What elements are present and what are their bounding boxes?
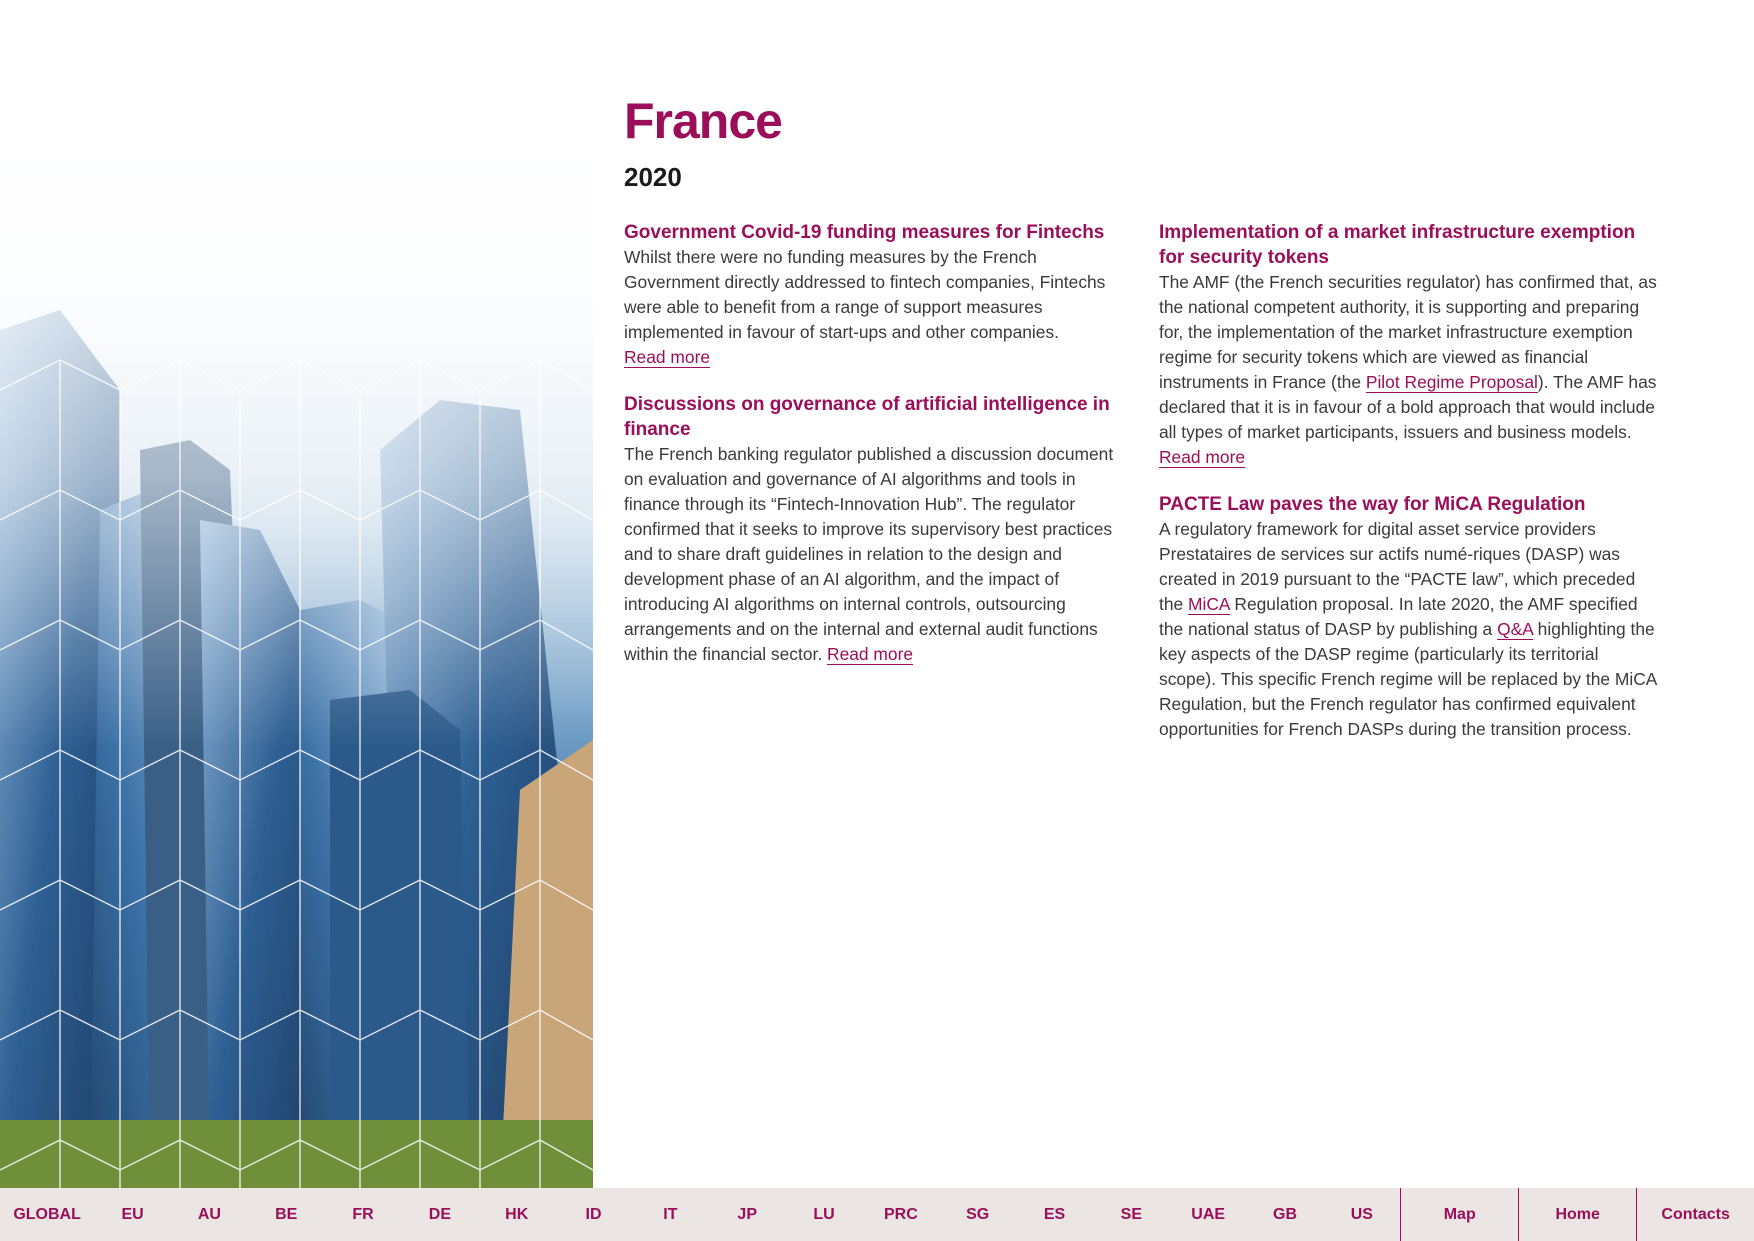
article-market-infrastructure [1159,220,1659,470]
nav-jp[interactable]: JP [737,1206,757,1223]
article-body [624,245,1134,370]
article-text: The French banking regulator published a discussion document on evaluation and governance of AI algorithms and tools in finance through its “Fintech-Innovation Hub”. The regulator confirmed that it seeks to improve its supervisory best practices and to share draft guidelines in relation to the design and development phase of an AI algorithm, and the impact of introducing AI algorithms on internal controls, outsourcing arrangements and on the internal and external audit functions within the financial sector. [624,444,1114,664]
nav-contacts[interactable]: Contacts [1661,1206,1730,1223]
article-body [624,442,1134,667]
article-heading: Discussions on governance of artificial intelligence in finance [624,394,1110,440]
article-text: Whilst there were no funding measures by the French Government directly addressed to fintech companies, Fintechs were able to benefit from a range of support measures implemented in favour of start-ups and other companies. [624,247,1106,342]
nav-es[interactable]: ES [1043,1206,1066,1223]
article-text: highlighting the key aspects of the DASP regime (particularly its territorial scope). This specific French regime will be replaced by the MiCA Regulation, but the French regulator has confirmed equivalent opportunities for French DASPs during the transition process. [1159,619,1657,739]
read-more-link[interactable]: Read more [1159,447,1246,467]
article-body [1159,270,1659,470]
article-text: The AMF (the French securities regulator) has confirmed that, as the national competent authority, it is supporting and preparing for, the implementation of the market infrastructure exemption regime for security tokens which are viewed as financial instruments in France (the [1159,272,1657,392]
page-title: France [624,93,782,149]
nav-eu[interactable]: EU [121,1206,144,1223]
nav-hk[interactable]: HK [505,1206,529,1223]
nav-se[interactable]: SE [1120,1206,1143,1223]
nav-it[interactable]: IT [663,1206,678,1223]
mica-link[interactable]: MiCA [1188,594,1230,614]
nav-prc[interactable]: PRC [883,1206,918,1223]
bottom-navigation [0,1188,1754,1241]
nav-de[interactable]: DE [428,1206,452,1223]
article-heading: Government Covid-19 funding measures for Fintechs [624,222,1105,243]
nav-lu[interactable]: LU [813,1206,835,1223]
read-more-link[interactable]: Read more [827,644,914,664]
nav-us[interactable]: US [1350,1206,1373,1223]
left-column [624,220,1134,689]
nav-fr[interactable]: FR [352,1206,374,1223]
read-more-link[interactable]: Read more [624,347,711,367]
skyscraper-illustration [0,90,593,1188]
nav-global[interactable]: GLOBAL [13,1206,81,1223]
nav-map[interactable]: Map [1443,1206,1476,1223]
nav-uae[interactable]: UAE [1191,1206,1226,1223]
article-text: A regulatory framework for digital asset service providers Prestataires de services sur actifs numé-riques (DASP) was created in 2019 pursuant to the “PACTE law”, which preceded the [1159,519,1636,614]
article-covid-funding [624,220,1134,370]
nav-be[interactable]: BE [275,1206,298,1223]
nav-gb[interactable]: GB [1273,1206,1297,1223]
nav-home[interactable]: Home [1555,1206,1600,1223]
year-heading: 2020 [624,162,682,192]
article-text: ). The AMF has declared that it is in favour of a bold approach that would include all types of market participants, issuers and business models. [1159,372,1657,442]
qa-link[interactable]: Q&A [1497,619,1533,639]
pilot-regime-link[interactable]: Pilot Regime Proposal [1365,372,1538,392]
article-ai-governance [624,392,1134,667]
nav-au[interactable]: AU [197,1206,221,1223]
article-body [1159,517,1659,742]
article-pacte-law [1159,492,1659,742]
hero-image-skyscrapers [0,90,593,1188]
article-heading: PACTE Law paves the way for MiCA Regulation [1159,494,1586,515]
right-column [1159,220,1659,764]
article-text: Regulation proposal. In late 2020, the AMF specified the national status of DASP by publishing a [1159,594,1638,639]
article-heading: Implementation of a market infrastructure exemption for security tokens [1159,222,1636,268]
nav-sg[interactable]: SG [966,1206,990,1223]
nav-id[interactable]: ID [585,1206,602,1223]
